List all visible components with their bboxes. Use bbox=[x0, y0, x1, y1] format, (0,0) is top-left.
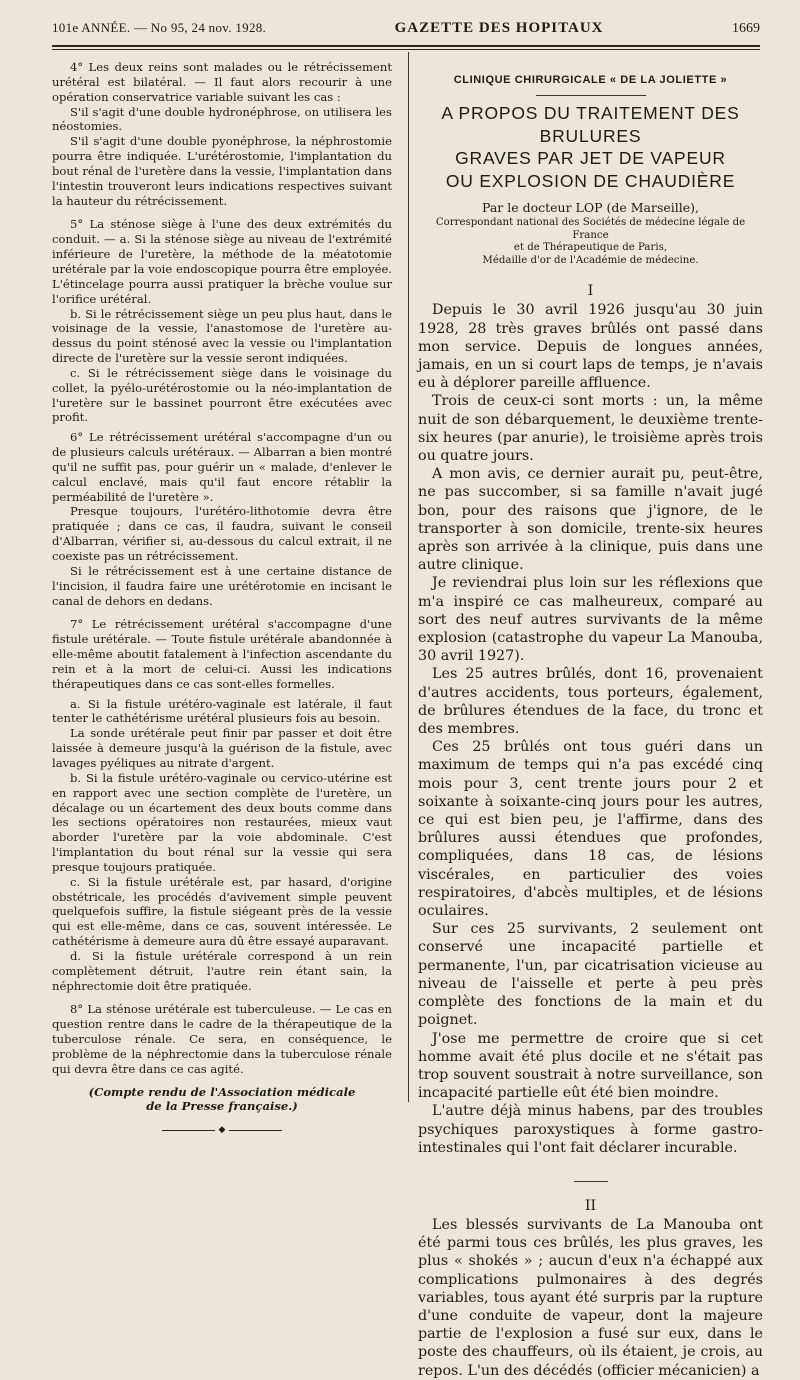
page-number: 1669 bbox=[732, 21, 760, 36]
paragraph: Ces 25 brûlés ont tous guéri dans un maximum de temps qui n'a pas excédé cinq mois pour 3, cent trente jours pour 2 et soixante à soixante-cinq jours pour les autres, ce qui est bien peu, je l'affirme, dans des brûlures aussi étendues que profondes, compliquées, dans 18 cas, de lésions viscérales, en particulier des voies respiratoires, d'abcès multiples, et de lésions oculaires. bbox=[418, 739, 763, 920]
paragraph: b. Si la fistule urétéro-vaginale ou cervico-utérine est en rapport avec une section complète de l'uretère, un décalage ou un écartement des deux bouts comme dans les sections opératoires non restaurées, mieux vaut aborder l'uretère par la voie abdominale. C'est l'implantation du bout rénal sur la vessie qui sera presque toujours pratiquée. bbox=[52, 770, 392, 874]
paragraph: La sonde urétérale peut finir par passer et doit être laissée à demeure jusqu'à la guérison de la fistule, avec lavages pyéliques au nitrate d'argent. bbox=[52, 726, 392, 770]
header-rule-thin bbox=[52, 49, 760, 50]
paragraph: J'ose me permettre de croire que si cet homme avait été plus docile et ne s'était pas trop souvent soustrait à notre surveillance, son incapacité partielle eût été bien moindre. bbox=[418, 1030, 763, 1102]
paragraph: 5° La sténose siège à l'une des deux extrémités du conduit. — a. Si la sténose siège au niveau de l'extrémité inférieure de l'uretère, la méthode de la méatotomie urétérale par la voie endoscopique pourra être employée. L'étincelage pourra aussi pratiquer la brèche voulue sur l'orifice urétéral. bbox=[52, 217, 392, 306]
paragraph: A mon avis, ce dernier aurait pu, peut-être, ne pas succomber, si sa famille n'avait jugé bon, pour des raisons que j'ignore, de le transporter à son domicile, trente-six heures après son arrivée à la clinique, puis dans une autre clinique. bbox=[418, 466, 763, 574]
author-affiliation bbox=[418, 217, 763, 267]
right-column bbox=[418, 60, 763, 1380]
page-header bbox=[52, 20, 760, 44]
article-title bbox=[418, 102, 763, 192]
paragraph: Les 25 autres brûlés, dont 16, provenaient d'autres accidents, tous porteurs, également, de brûlures étendues de la face, du tronc et des membres. bbox=[418, 666, 763, 738]
paragraph: L'autre déjà minus habens, par des troubles psychiques paroxystiques à forme gastro-intestinales qui l'ont fait déclarer incurable. bbox=[418, 1103, 763, 1156]
affiliation-line: et de Thérapeutique de Paris, bbox=[513, 242, 668, 254]
left-column bbox=[52, 60, 392, 1135]
author-line: Par le docteur LOP (de Marseille), bbox=[481, 200, 700, 215]
paragraph: a. Si la fistule urétéro-vaginale est latérale, il faut tenter le cathétérisme urétéral plusieurs fois au besoin. bbox=[52, 696, 392, 726]
column-divider bbox=[408, 52, 409, 1102]
title-line: A PROPOS DU TRAITEMENT DES BRULURES bbox=[441, 103, 740, 146]
section-number: I bbox=[587, 283, 594, 300]
paragraph: b. Si le rétrécissement siège un peu plus haut, dans le voisinage de la vessie, l'anastomose de l'uretère au-dessus du point sténosé avec la vessie ou l'implantation directe de l'uretère sur la vessie seront indiquées. bbox=[52, 306, 392, 366]
section-rule bbox=[574, 1181, 608, 1182]
issue-info: 101e ANNÉE. — No 95, 24 nov. 1928. bbox=[52, 20, 267, 35]
paragraph: d. Si la fistule urétérale correspond à un rein complètement détruit, l'autre rein étant sain, la néphrectomie doit être pratiquée. bbox=[52, 948, 392, 993]
rubric-rule bbox=[536, 95, 646, 96]
paragraph: Depuis le 30 avril 1926 jusqu'au 30 juin 1928, 28 très graves brûlés ont passé dans mon service. Depuis de longues années, jamais, en un si court laps de temps, je n'avais eu à déplorer pareille affluence. bbox=[418, 302, 763, 392]
paragraph: Presque toujours, l'urétéro-lithotomie devra être pratiquée ; dans ce cas, il faudra, suivant le conseil d'Albarran, vérifier si, au-dessous du calcul extrait, il ne coexiste pas un rétrécissement. bbox=[52, 504, 392, 563]
paragraph: S'il s'agit d'une double hydronéphrose, on utilisera les néostomies. bbox=[52, 104, 392, 134]
end-ornament: ◆ bbox=[162, 1126, 282, 1135]
paragraph: 4° Les deux reins sont malades ou le rétrécissement urétéral est bilatéral. — Il faut alors recourir à une opération conservatrice variable suivant les cas : bbox=[52, 60, 392, 104]
credit-line: de la Presse française.) bbox=[146, 1099, 298, 1114]
source-credit bbox=[52, 1085, 392, 1114]
paragraph: 7° Le rétrécissement urétéral s'accompagne d'une fistule urétérale. — Toute fistule urétérale abandonnée à elle-même aboutit fatalement à l'infection ascendante du rein et à la mort de celui-ci. Aussi les indications thérapeutiques dans ce cas sont-elles formelles. bbox=[52, 617, 392, 691]
paragraph: Je reviendrai plus loin sur les réflexions que m'a inspiré ce cas malheureux, comparé au sort des neuf autres survivants de la même explosion (catastrophe du vapeur La Manouba, 30 avril 1927). bbox=[418, 575, 763, 665]
title-line: GRAVES PAR JET DE VAPEUR bbox=[455, 148, 726, 168]
rubric-heading: CLINIQUE CHIRURGICALE « DE LA JOLIETTE » bbox=[453, 74, 728, 86]
paragraph: Les blessés survivants de La Manouba ont été parmi tous ces brûlés, les plus graves, les plus « shokés » ; aucun d'eux n'a échappé aux complications pulmonaires à des degrés variables, tous ayant été surpris par la rupture d'une conduite de vapeur, dont la majeure partie de l'explosion a fusé sur eux, dans le poste des chauffeurs, où ils étaient, je crois, au repos. L'un des décédés (officier mécanicien) a bbox=[418, 1216, 763, 1379]
title-line: OU EXPLOSION DE CHAUDIÈRE bbox=[445, 170, 736, 191]
paragraph: Si le rétrécissement est à une certaine distance de l'incision, il faudra faire une urétérotomie en incisant le canal de dehors en dedans. bbox=[52, 563, 392, 608]
paragraph: Sur ces 25 survivants, 2 seulement ont conservé une incapacité partielle et permanente, l'un, par cicatrisation vicieuse au niveau de l'aisselle et perte à peu près complète des fonctions de la main et du poignet. bbox=[418, 921, 763, 1029]
paragraph: S'il s'agit d'une double pyonéphrose, la néphrostomie pourra être indiquée. L'urétérostomie, l'implantation du bout rénal de l'uretère dans la vessie, l'implantation dans l'intestin trouveront leurs indications respectives suivant la hauteur du rétrécissement. bbox=[52, 134, 392, 208]
paragraph: c. Si le rétrécissement siège dans le voisinage du collet, la pyélo-urétérostomie ou la néo-implantation de l'uretère sur le bassinet pourront être exécutées avec profit. bbox=[52, 365, 392, 425]
paragraph: c. Si la fistule urétérale est, par hasard, d'origine obstétricale, les procédés d'avivement simple peuvent quelquefois suffire, la fistule siégeant près de la vessie qui est elle-même, dans ce cas, souvent intéressée. Le cathétérisme à demeure aura dû être essayé auparavant. bbox=[52, 874, 392, 949]
paragraph: Trois de ceux-ci sont morts : un, la même nuit de son débarquement, le deuxième trente-six heures (par anurie), le troisième après trois ou quatre jours. bbox=[418, 393, 763, 464]
section-number: II bbox=[584, 1197, 597, 1214]
paragraph: 6° Le rétrécissement urétéral s'accompagne d'un ou de plusieurs calculs urétéraux. — Albarran a bien montré qu'il ne suffit pas, pour guérir un « malade, d'enlever le calcul enclavé, mais qu'il faut encore rétablir la perméabilité de l'uretère ». bbox=[52, 430, 392, 504]
header-rule bbox=[52, 45, 760, 47]
affiliation-line: Médaille d'or de l'Académie de médecine. bbox=[482, 254, 699, 266]
affiliation-line: Correspondant national des Sociétés de médecine légale de France bbox=[435, 217, 746, 241]
credit-line: (Compte rendu de l'Association médicale bbox=[88, 1084, 356, 1099]
paragraph: 8° La sténose urétérale est tuberculeuse. — Le cas en question rentre dans le cadre de la thérapeutique de la tuberculose rénale. Ce sera, en conséquence, le problème de la néphrectomie dans la tuberculose rénale qui devra être dans ce cas agité. bbox=[52, 1002, 392, 1076]
journal-title: GAZETTE DES HOPITAUX bbox=[394, 20, 604, 36]
